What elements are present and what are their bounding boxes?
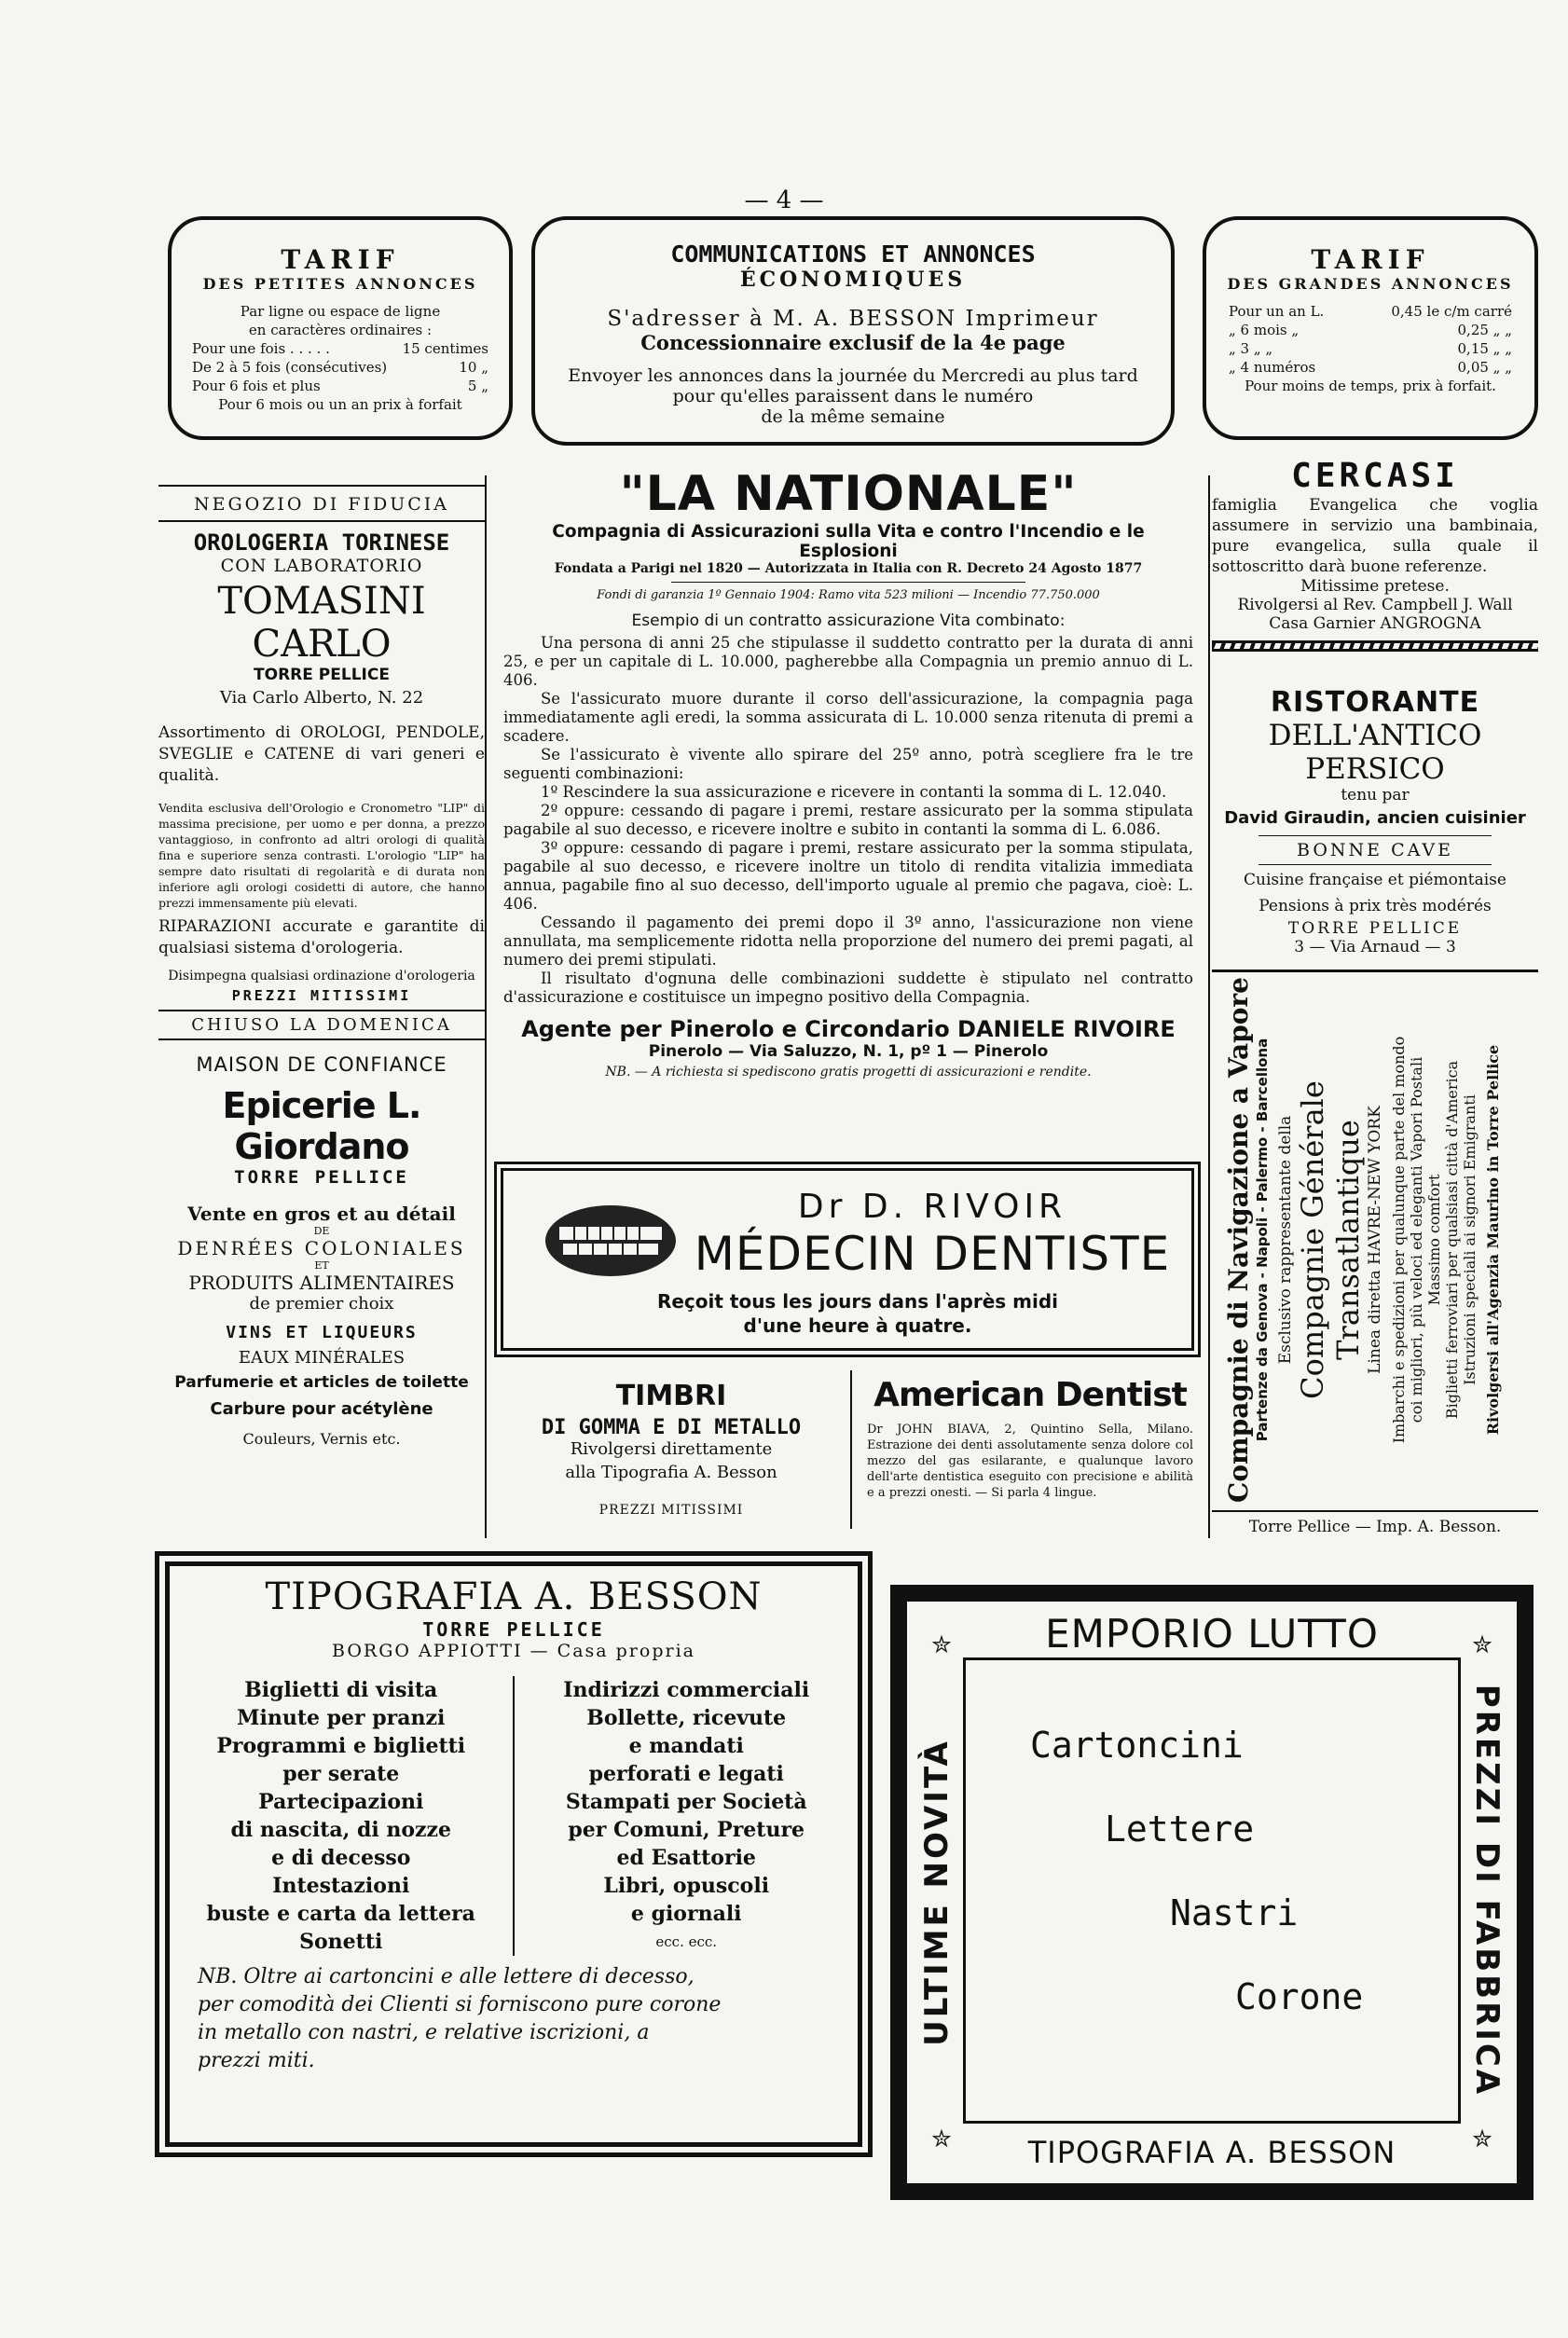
epicerie-place: TORRE PELLICE (234, 1167, 409, 1188)
ristorante-pensions: Pensions à prix très modérés (1259, 897, 1492, 915)
row-label: Pour 6 fois et plus (192, 378, 321, 394)
nationale-p6: 3º oppure: cessando di pagare i premi, restare assicurato per la somma stipulata, pagabile al suo decesso, e ricevere inoltre un titolo di rendita vitalizia immediata annua, pagabile fino al suo decesso, dell'importo uguale al premio che pagava, cioè: L. 406. (503, 839, 1193, 913)
communications-line5: de la même semaine (761, 406, 945, 427)
communications-line3: Envoyer les annonces dans la journée du Mercredi au plus tard (568, 365, 1138, 386)
list-item: buste e carta da lettera (206, 1902, 475, 1926)
epicerie-ad (158, 1053, 485, 1448)
navigazione-col11: Rivolgersi all'Agenzia Maurino in Torre Pellice (1484, 1044, 1502, 1436)
tipografia-place: TORRE PELLICE (422, 1618, 605, 1641)
epicerie-line3: PRODUITS ALIMENTAIRES (188, 1272, 455, 1294)
star-icon: ✮ (931, 2125, 952, 2153)
dentiste-line1: Reçoit tous les jours dans l'après midi (656, 1290, 1059, 1313)
nationale-nb: NB. — A richiesta si spediscono gratis progetti di assicurazioni e rendite. (605, 1065, 1092, 1080)
tipografia-nb2: per comodità dei Clienti si forniscono pure corone (198, 1993, 722, 2016)
tarif-right-row (1229, 321, 1512, 339)
tarif-left-subtitle: DES PETITES ANNONCES (202, 275, 478, 293)
tarif-left-row (192, 377, 488, 395)
list-item: Stampati per Società (565, 1790, 807, 1814)
tarif-left-row (192, 339, 488, 358)
navigazione-col5: Linea diretta HAVRE-NEW YORK (1366, 1106, 1384, 1374)
tipografia-nb1: NB. Oltre ai cartoncini e alle lettere di decesso, (198, 1965, 695, 1988)
ristorante-ad (1212, 686, 1538, 956)
navigazione-ad (1212, 970, 1538, 1510)
emporio-left: ULTIME NOVITÀ (918, 1739, 956, 2046)
ristorante-cave: BONNE CAVE (1297, 840, 1453, 860)
epicerie-line4: de premier choix (249, 1294, 394, 1313)
communications-subtitle: ÉCONOMIQUES (739, 268, 967, 292)
list-item: Programmi e biglietti (216, 1734, 466, 1758)
orologeria-closed: CHIUSO LA DOMENICA (191, 1015, 452, 1035)
nationale-p8: Il risultato d'ognuna delle combinazioni suddette è stipulato nel contratto d'assicurazione e costituisce un impegno positivo della Compagnia. (503, 970, 1193, 1006)
orologeria-para3: RIPARAZIONI accurate e garantite di qualsiasi sistema d'orologeria. (158, 917, 485, 957)
tarif-right-subtitle: DES GRANDES ANNONCES (1227, 275, 1514, 293)
row-label: Pour un an L. (1229, 303, 1325, 320)
communications-line2: Concessionnaire exclusif de la 4e page (640, 331, 1066, 354)
dentiste-name: Dr D. RIVOIR (797, 1188, 1067, 1226)
list-item: Bollette, ricevute (586, 1706, 787, 1730)
nationale-title: "LA NATIONALE" (619, 466, 1078, 522)
communications-box (531, 216, 1175, 446)
epicerie-et: ET (314, 1259, 329, 1272)
page-number: — 4 — (744, 186, 824, 214)
tarif-left-title: TARIF (281, 244, 400, 275)
timbri-title: TIMBRI (615, 1380, 727, 1412)
orologeria-prezzi: PREZZI MITISSIMI (231, 987, 412, 1004)
nationale-funds: Fondi di garanzia 1º Gennaio 1904: Ramo vita 523 milioni — Incendio 77.750.000 (597, 588, 1100, 602)
list-item: e mandati (628, 1734, 744, 1758)
cercasi-ad (1212, 457, 1538, 652)
list-item: perforati e legati (588, 1762, 784, 1786)
column-rule (850, 1370, 852, 1529)
navigazione-col2: Partenze da Genova - Napoli - Palermo - Barcellona (1254, 1038, 1271, 1442)
row-label: „ 3 „ „ (1229, 340, 1273, 357)
nationale-p4: 1º Rescindere la sua assicurazione e ricevere in contanti la somma di L. 12.040. (541, 783, 1167, 801)
star-icon: ✮ (931, 1631, 952, 1659)
list-item: di nascita, di nozze (230, 1818, 452, 1842)
emporio-footer: TIPOGRAFIA A. BESSON (1027, 2135, 1396, 2170)
orologeria-para1: Assortimento di OROLOGI, PENDOLE, SVEGLIE e CATENE di vari generi e qualità. (158, 723, 485, 785)
tarif-petites-annonces (168, 216, 513, 440)
navigazione-col7: coi migliori, più veloci ed eleganti Vapori Postali (1408, 1056, 1425, 1423)
tipografia-address: BORGO APPIOTTI — Casa propria (332, 1641, 695, 1661)
tipografia-left-list (170, 1676, 513, 1956)
epicerie-line5: VINS ET LIQUEURS (226, 1323, 418, 1342)
ristorante-owner: David Giraudin, ancien cuisinier (1224, 808, 1526, 828)
orologeria-header: NEGOZIO DI FIDUCIA (193, 494, 450, 515)
dentiste-line2: d'une heure à quatre. (743, 1314, 972, 1337)
orologeria-para4: Disimpegna qualsiasi ordinazione d'orologeria (168, 969, 475, 983)
list-item: Biglietti di visita (244, 1678, 438, 1702)
emporio-item: Corone (1235, 1976, 1364, 2017)
navigazione-col8: Massimo comfort (1425, 1174, 1443, 1306)
row-value: 15 centimes (402, 340, 488, 357)
nationale-p5: 2º oppure: cessando di pagare i premi, restare assicurato per la somma stipulata pagabile al suo decesso, e ricevere inoltre e subito in contanti la somma di L. 6.086. (503, 802, 1193, 838)
list-item: Minute per pranzi (237, 1706, 446, 1730)
list-item: per Comuni, Preture (568, 1818, 805, 1842)
row-label: „ 6 mois „ (1229, 322, 1300, 338)
timbri-sub: DI GOMMA E DI METALLO (541, 1416, 802, 1439)
american-title: American Dentist (873, 1376, 1187, 1414)
timbri-prezzi: PREZZI MITISSIMI (598, 1503, 744, 1518)
list-item: Indirizzi commerciali (563, 1678, 810, 1702)
row-value: 0,05 „ „ (1457, 359, 1512, 376)
denture-icon (541, 1199, 681, 1283)
orologeria-name: TOMASINI CARLO (217, 580, 426, 666)
tipografia-ad (155, 1551, 873, 2157)
list-item: ed Esattorie (616, 1846, 756, 1870)
nationale-agent-addr: Pinerolo — Via Saluzzo, N. 1, pº 1 — Pinerolo (648, 1042, 1049, 1061)
row-value: 0,25 „ „ (1457, 322, 1512, 338)
tarif-right-title: TARIF (1311, 244, 1430, 275)
row-value: 0,15 „ „ (1457, 340, 1512, 357)
american-dentist-ad (867, 1376, 1193, 1501)
emporio-title: EMPORIO LUTTO (1045, 1611, 1379, 1657)
emporio-lutto-ad (890, 1585, 1534, 2200)
dentiste-title: MÉDECIN DENTISTE (694, 1227, 1171, 1281)
tarif-left-row (192, 358, 488, 377)
emporio-item: Lettere (1105, 1809, 1255, 1850)
row-value: 10 „ (459, 359, 488, 376)
tipografia-title: TIPOGRAFIA A. BESSON (265, 1575, 763, 1618)
list-item: e di decesso (271, 1846, 411, 1870)
list-item: Sonetti (299, 1930, 383, 1954)
orologeria-place: TORRE PELLICE (254, 666, 390, 684)
epicerie-line7: Parfumerie et articles de toilette (174, 1373, 469, 1392)
list-item: per serate (282, 1762, 400, 1786)
emporio-right: PREZZI DI FABBRICA (1468, 1684, 1506, 2097)
navigazione-col1: Compagnie di Navigazione a Vapore (1223, 977, 1254, 1503)
epicerie-line9: Couleurs, Vernis etc. (242, 1430, 401, 1448)
american-text: Dr JOHN BIAVA, 2, Quintino Sella, Milano. Estrazione dei denti assolutamente senza dolore col mezzo del gas esilarante, e qualunque lavoro dell'arte dentistica eseguito con precisione e abilità e a prezzi onesti. — Si parla 4 lingue. (867, 1423, 1193, 1500)
navigazione-col3: Esclusivo rappresentante della (1276, 1115, 1295, 1365)
orologeria-address: Via Carlo Alberto, N. 22 (219, 688, 424, 708)
dentiste-ad (494, 1162, 1201, 1357)
cercasi-line3: Casa Garnier ANGROGNA (1269, 614, 1481, 633)
tarif-left-line2: en caractères ordinaires : (248, 322, 433, 338)
tarif-right-row (1229, 358, 1512, 377)
tipografia-right-list (515, 1676, 858, 1956)
epicerie-de: DE (313, 1225, 330, 1237)
cercasi-text: famiglia Evangelica che voglia assumere in servizio una bambinaia, pure evangelica, sulla quale il sottoscritto darà buone referenze. (1212, 496, 1538, 576)
ristorante-title: RISTORANTE (1270, 686, 1480, 719)
tarif-left-footer: Pour 6 mois ou un an prix à forfait (218, 396, 462, 413)
imprint: Torre Pellice — Imp. A. Besson. (1248, 1518, 1502, 1536)
navigazione-col6: Imbarchi e spedizioni per qualunque parte del mondo (1390, 1036, 1408, 1444)
epicerie-line6: EAUX MINÉRALES (238, 1348, 406, 1368)
tarif-grandes-annonces (1203, 216, 1538, 440)
ristorante-tenu: tenu par (1341, 786, 1410, 805)
emporio-item: Cartoncini (1030, 1725, 1244, 1766)
nationale-founded: Fondata a Parigi nel 1820 — Autorizzata in Italia con R. Decreto 24 Agosto 1877 (554, 561, 1143, 576)
nationale-agent: Agente per Pinerolo e Circondario DANIELE RIVOIRE (521, 1016, 1176, 1042)
ristorante-place: TORRE PELLICE (1287, 919, 1463, 938)
orologeria-ad (158, 485, 485, 1040)
cercasi-line1: Mitissime pretese. (1300, 577, 1450, 596)
epicerie-header: MAISON DE CONFIANCE (196, 1053, 447, 1076)
tarif-left-line1: Par ligne ou espace de ligne (240, 303, 441, 320)
list-item: e giornali (630, 1902, 742, 1926)
nationale-example-title: Esempio di un contratto assicurazione Vita combinato: (631, 612, 1066, 630)
epicerie-title: Epicerie L. Giordano (222, 1085, 421, 1167)
star-icon: ✮ (1472, 1631, 1492, 1659)
ristorante-name: DELL'ANTICO PERSICO (1268, 719, 1482, 786)
navigazione-col10: Istruzioni speciali ai signori Emigranti (1461, 1094, 1479, 1385)
nationale-p2: Se l'assicurato muore durante il corso dell'assicurazione, la compagnia paga immediatamente agli eredi, la somma assicurata di L. 10.000 senza ritenuta di premi a scadere. (503, 690, 1193, 745)
row-value: 5 „ (467, 378, 488, 394)
epicerie-line2: DENRÉES COLONIALES (177, 1237, 466, 1259)
nationale-p7: Cessando il pagamento dei premi dopo il 3º anno, l'assicurazione non viene annullata, ma semplicemente ridotta nella proporzione del numero dei premi pagati, al numero dei premi stipulati. (503, 914, 1193, 969)
communications-title: COMMUNICATIONS ET ANNONCES (670, 241, 1036, 268)
list-item: Intestazioni (272, 1874, 410, 1898)
tipografia-nb4: prezzi miti. (198, 2049, 315, 2072)
column-rule (485, 475, 487, 1538)
row-label: Pour une fois . . . . . (192, 340, 330, 357)
section-rule (1212, 1510, 1538, 1512)
navigazione-col9: Biglietti ferroviari per qualsiasi città d'America (1443, 1060, 1461, 1420)
emporio-item: Nastri (1170, 1892, 1299, 1933)
ristorante-cuisine: Cuisine française et piémontaise (1244, 871, 1506, 889)
list-item: Partecipazioni (258, 1790, 424, 1814)
timbri-ad (503, 1380, 839, 1518)
timbri-line1: Rivolgersi direttamente (570, 1439, 773, 1459)
cercasi-line2: Rivolgersi al Rev. Campbell J. Wall (1237, 596, 1513, 614)
tarif-right-row (1229, 302, 1512, 321)
epicerie-line8: Carbure pour acétylène (210, 1399, 433, 1419)
orologeria-title: OROLOGERIA TORINESE (193, 529, 450, 556)
navigazione-col4: Compagnie Générale Transatlantique (1295, 1080, 1366, 1399)
row-value: 0,45 le c/m carré (1391, 303, 1512, 320)
cercasi-title: CERCASI (1291, 457, 1459, 495)
timbri-line2: alla Tipografia A. Besson (565, 1463, 777, 1482)
nationale-p3: Se l'assicurato è vivente allo spirare del 25º anno, potrà scegliere fra le tre seguenti combinazioni: (503, 746, 1193, 782)
star-icon: ✮ (1472, 2125, 1492, 2153)
list-item: ecc. ecc. (655, 1933, 718, 1950)
row-label: „ 4 numéros (1229, 359, 1316, 376)
epicerie-line1: Vente en gros et au détail (187, 1203, 456, 1225)
nationale-subtitle: Compagnia di Assicurazioni sulla Vita e contro l'Incendio e le Esplosioni (552, 522, 1145, 561)
decorative-divider (1212, 640, 1538, 652)
tipografia-nb3: in metallo con nastri, e relative iscrizioni, a (198, 2021, 650, 2044)
communications-line4: pour qu'elles paraissent dans le numéro (672, 386, 1034, 406)
tarif-right-footer: Pour moins de temps, prix à forfait. (1245, 378, 1496, 394)
list-item: Libri, opuscoli (603, 1874, 770, 1898)
communications-line1: S'adresser à M. A. BESSON Imprimeur (607, 307, 1099, 331)
row-label: De 2 à 5 fois (consécutives) (192, 359, 388, 376)
orologeria-para2: Vendita esclusiva dell'Orologio e Cronometro "LIP" di massima precisione, per uomo e per donna, a prezzo vantaggioso, in confronto ad altri orologi di qualità fina e superiore senza contrasti. L'orologio "LIP" ha sempre dato risultati di regolarità e di durata non inferiore agli orologi cosidetti di autore, che hanno prezzi immensamente più elevati. (158, 801, 485, 910)
nationale-ad (503, 466, 1193, 1080)
nationale-p1: Una persona di anni 25 che stipulasse il suddetto contratto per la durata di anni 25, e per un capitale di L. 10.000, pagherebbe alla Compagnia un premio annuo di L. 406. (503, 634, 1193, 689)
orologeria-sub: CON LABORATORIO (220, 556, 423, 576)
column-rule (1208, 475, 1210, 1538)
ristorante-address: 3 — Via Arnaud — 3 (1294, 938, 1456, 956)
tarif-right-row (1229, 339, 1512, 358)
